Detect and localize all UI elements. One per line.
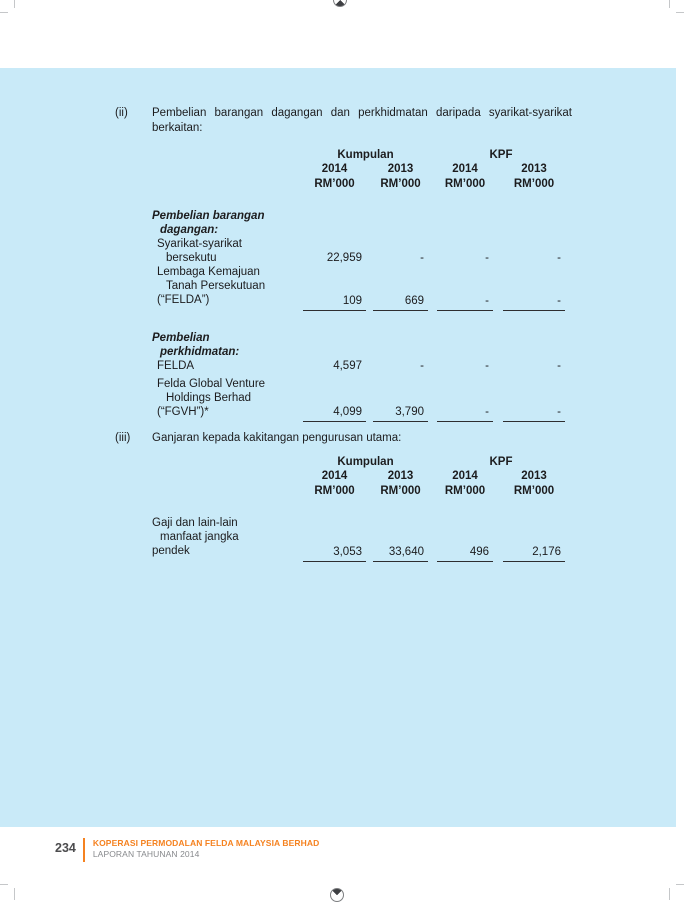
table1-unit-col2: RM’000 xyxy=(380,178,421,190)
goods-purchases-heading: Pembelian barangan dagangan: xyxy=(152,210,265,236)
registration-mark-top-icon xyxy=(333,0,347,7)
table1-unit-header xyxy=(152,177,565,192)
cell-value: 4,099 xyxy=(303,405,366,422)
crop-mark-top-right-horizontal xyxy=(676,12,684,13)
footer-report-title: LAPORAN TAHUNAN 2014 xyxy=(92,849,200,859)
footer-divider xyxy=(83,838,85,862)
table2-group-kpf: KPF xyxy=(489,456,513,468)
table1-unit-col4: RM’000 xyxy=(513,178,555,190)
cell-value: 4,597 xyxy=(333,359,362,372)
table2-year-col4: 2013 xyxy=(521,470,547,482)
crop-mark-bottom-left-horizontal xyxy=(0,884,8,885)
crop-mark-bottom-right-vertical xyxy=(669,888,670,900)
table1-unit-col1: RM’000 xyxy=(314,178,355,190)
goods-purchases-block xyxy=(152,209,565,311)
cell-value: 3,053 xyxy=(303,545,366,562)
table2-unit-col1: RM’000 xyxy=(314,485,355,497)
cell-value: - xyxy=(557,252,561,264)
cell-value: 496 xyxy=(437,545,493,562)
table2-year-col3: 2014 xyxy=(452,470,478,482)
cell-value: - xyxy=(503,405,565,422)
table-row: FELDA 4,597 - - - xyxy=(152,359,565,373)
table2-year-header xyxy=(152,469,565,484)
table-row: Felda Global Venture Holdings Berhad (“FGVH”)* 4,099 3,790 - - xyxy=(152,377,565,423)
crop-mark-top-left-horizontal xyxy=(0,12,8,13)
section-iii-text: Ganjaran kepada kakitangan pengurusan utama: xyxy=(152,432,402,444)
cell-value: - xyxy=(420,359,424,372)
section-ii xyxy=(115,106,572,136)
footer-text xyxy=(93,838,320,860)
section-ii-marker: (ii) xyxy=(115,107,128,119)
crop-mark-top-left-vertical xyxy=(14,0,15,8)
cell-value: 22,959 xyxy=(326,252,362,264)
table2-year-col1: 2014 xyxy=(321,470,348,482)
crop-mark-top-right-vertical xyxy=(669,0,670,8)
table2-group-header xyxy=(152,455,565,469)
table1-year-col3: 2014 xyxy=(452,163,478,175)
page-footer xyxy=(55,838,319,862)
related-party-purchases-table xyxy=(152,148,565,422)
table-row: Syarikat-syarikat bersekutu 22,959 - - - xyxy=(152,237,565,265)
table-row: Lembaga Kemajuan Tanah Persekutuan (“FELDA”) 109 669 - - xyxy=(152,265,565,311)
services-purchases-heading: Pembelian perkhidmatan: xyxy=(152,331,240,358)
table2-year-col2: 2013 xyxy=(387,470,414,482)
cell-value: - xyxy=(485,359,489,372)
table1-unit-col3: RM’000 xyxy=(444,178,486,190)
table1-group-header xyxy=(152,148,565,162)
services-purchases-block xyxy=(152,331,565,423)
crop-mark-bottom-left-vertical xyxy=(14,888,15,900)
key-management-remuneration-table xyxy=(152,455,565,562)
section-iii-marker: (iii) xyxy=(115,432,131,444)
cell-value: - xyxy=(420,252,424,264)
section-ii-line1: Pembelian barangan dagangan dan perkhidmatan daripada syarikat-syarikat xyxy=(152,107,572,119)
cell-value: 2,176 xyxy=(503,545,565,562)
page-number: 234 xyxy=(55,841,76,855)
crop-mark-bottom-right-horizontal xyxy=(676,884,684,885)
table-row: Gaji dan lain-lain manfaat jangka pendek 3,053 33,640 496 2,176 xyxy=(152,516,565,562)
table1-year-col4: 2013 xyxy=(521,163,547,175)
section-ii-line2: berkaitan: xyxy=(152,122,203,134)
table2-unit-col4: RM’000 xyxy=(513,485,555,497)
table1-group-kumpulan: Kumpulan xyxy=(337,149,394,161)
section-ii-text xyxy=(152,106,572,136)
footer-company-name: KOPERASI PERMODALAN FELDA MALAYSIA BERHAD xyxy=(92,838,320,848)
cell-value: - xyxy=(503,294,565,311)
cell-value: 669 xyxy=(373,294,428,311)
table1-year-header xyxy=(152,162,565,177)
salary-benefits-block xyxy=(152,516,565,562)
table2-unit-header xyxy=(152,484,565,499)
cell-value: - xyxy=(557,359,561,372)
cell-value: - xyxy=(437,294,493,311)
cell-value: - xyxy=(437,405,493,422)
section-iii xyxy=(115,431,572,446)
table1-group-kpf: KPF xyxy=(489,149,513,161)
cell-value: 109 xyxy=(303,294,366,311)
table2-unit-col3: RM’000 xyxy=(444,485,486,497)
cell-value: - xyxy=(485,252,489,264)
table2-group-kumpulan: Kumpulan xyxy=(337,456,394,468)
table1-year-col2: 2013 xyxy=(387,163,414,175)
table1-year-col1: 2014 xyxy=(321,163,348,175)
cell-value: 3,790 xyxy=(373,405,428,422)
cell-value: 33,640 xyxy=(373,545,428,562)
table2-unit-col2: RM’000 xyxy=(380,485,421,497)
